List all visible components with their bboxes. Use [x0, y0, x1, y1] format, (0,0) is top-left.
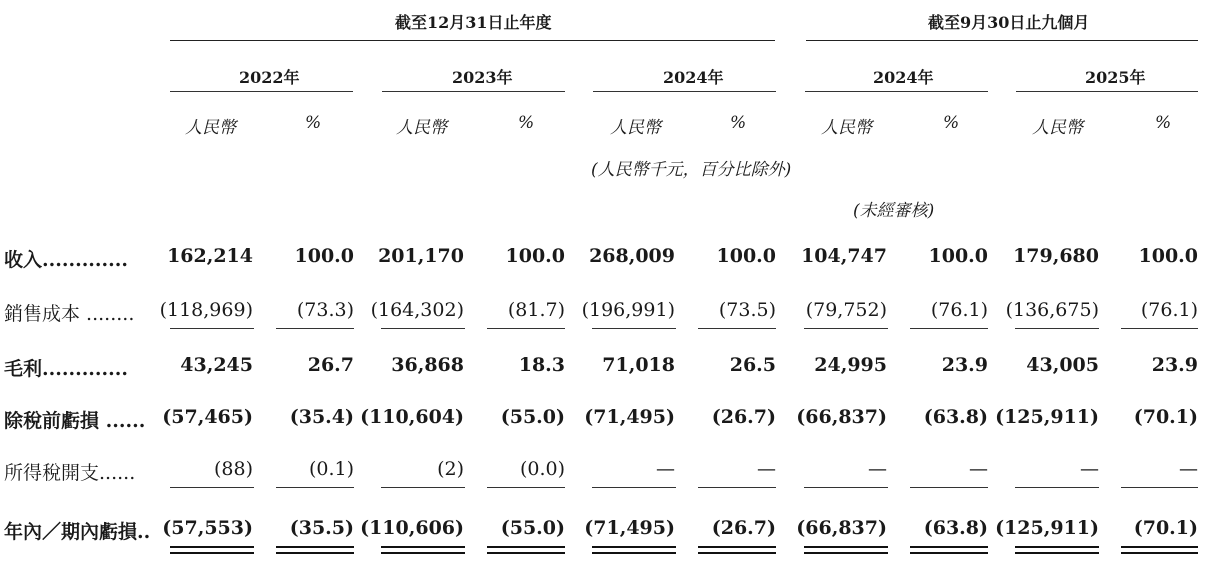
table-cell: (125,911): [995, 517, 1099, 539]
table-cell: 201,170: [378, 245, 464, 267]
row-label-revenue: 收入.............: [4, 249, 128, 271]
table-cell: (26.7): [711, 517, 776, 539]
unaudited-note: (未經審核): [853, 201, 935, 221]
table-cell: (70.1): [1133, 517, 1198, 539]
subtotal-rule: [381, 328, 465, 329]
subtotal-rule: [1121, 487, 1198, 488]
year-header-2025-interim: 2025年: [1085, 68, 1146, 87]
total-double-rule: [381, 546, 465, 554]
table-cell: (0.1): [308, 458, 354, 480]
table-cell: (55.0): [500, 517, 565, 539]
subtotal-rule: [276, 487, 354, 488]
group-header-annual: 截至12月31日止年度: [395, 13, 552, 32]
table-cell: (196,991): [581, 299, 675, 321]
row-label-cost-of-sales: 銷售成本 ........: [4, 303, 135, 325]
table-cell: (66,837): [796, 406, 887, 428]
table-cell: (164,302): [370, 299, 464, 321]
unit-pct: %: [518, 113, 535, 133]
table-cell: 71,018: [602, 354, 675, 376]
subtotal-rule: [381, 487, 465, 488]
table-cell: 23.9: [941, 354, 988, 376]
table-cell: (55.0): [500, 406, 565, 428]
unit-rmb: 人民幣: [821, 118, 872, 138]
year-header-2024: 2024年: [663, 68, 724, 87]
subtotal-rule: [804, 487, 888, 488]
year-rule: [170, 91, 353, 92]
table-cell: —: [1080, 458, 1099, 480]
unit-pct: %: [730, 113, 747, 133]
group-rule-annual: [170, 40, 775, 41]
subtotal-rule: [1015, 328, 1099, 329]
table-cell: 100.0: [716, 245, 776, 267]
currency-note: (人民幣千元，百分比除外): [591, 160, 792, 180]
unit-rmb: 人民幣: [396, 118, 447, 138]
year-header-2022: 2022年: [239, 68, 300, 87]
table-cell: 36,868: [391, 354, 464, 376]
total-double-rule: [276, 546, 354, 554]
total-double-rule: [1121, 546, 1198, 554]
total-double-rule: [910, 546, 988, 554]
subtotal-rule: [910, 328, 988, 329]
unit-pct: %: [1155, 113, 1172, 133]
table-cell: 18.3: [518, 354, 565, 376]
table-cell: (0.0): [519, 458, 565, 480]
subtotal-rule: [487, 487, 565, 488]
subtotal-rule: [804, 328, 888, 329]
row-label-gross-profit: 毛利.............: [4, 358, 128, 380]
table-cell: (118,969): [159, 299, 253, 321]
table-cell: 179,680: [1013, 245, 1099, 267]
year-rule: [1016, 91, 1198, 92]
table-cell: (26.7): [711, 406, 776, 428]
table-cell: (57,465): [162, 406, 253, 428]
total-double-rule: [1015, 546, 1099, 554]
row-label-income-tax: 所得稅開支......: [4, 462, 136, 484]
group-header-nine-months: 截至9月30日止九個月: [928, 13, 1090, 32]
table-cell: (81.7): [507, 299, 565, 321]
table-cell: 162,214: [167, 245, 253, 267]
subtotal-rule: [1015, 487, 1099, 488]
table-cell: —: [868, 458, 887, 480]
table-cell: —: [656, 458, 675, 480]
table-cell: (110,606): [360, 517, 464, 539]
table-cell: (76.1): [930, 299, 988, 321]
table-cell: 43,005: [1026, 354, 1099, 376]
table-cell: —: [757, 458, 776, 480]
table-cell: 100.0: [505, 245, 565, 267]
table-cell: (76.1): [1140, 299, 1198, 321]
unit-pct: %: [305, 113, 322, 133]
year-header-2023: 2023年: [452, 68, 513, 87]
table-cell: 100.0: [1138, 245, 1198, 267]
table-cell: 26.5: [729, 354, 776, 376]
table-cell: 23.9: [1151, 354, 1198, 376]
subtotal-rule: [698, 328, 776, 329]
table-cell: (79,752): [805, 299, 887, 321]
total-double-rule: [698, 546, 776, 554]
subtotal-rule: [910, 487, 988, 488]
table-cell: (71,495): [584, 517, 675, 539]
unit-rmb: 人民幣: [185, 118, 236, 138]
total-double-rule: [592, 546, 676, 554]
table-cell: (57,553): [162, 517, 253, 539]
total-double-rule: [487, 546, 565, 554]
table-cell: (63.8): [923, 517, 988, 539]
table-cell: (110,604): [360, 406, 464, 428]
table-cell: (71,495): [584, 406, 675, 428]
table-cell: (66,837): [796, 517, 887, 539]
subtotal-rule: [1121, 328, 1198, 329]
unit-pct: %: [943, 113, 960, 133]
subtotal-rule: [487, 328, 565, 329]
table-cell: (73.3): [296, 299, 354, 321]
table-cell: —: [969, 458, 988, 480]
table-cell: —: [1179, 458, 1198, 480]
subtotal-rule: [276, 328, 354, 329]
table-cell: 100.0: [294, 245, 354, 267]
subtotal-rule: [592, 487, 676, 488]
table-cell: (136,675): [1005, 299, 1099, 321]
table-cell: 24,995: [814, 354, 887, 376]
row-label-loss-before-tax: 除稅前虧損 ......: [4, 410, 146, 432]
total-double-rule: [804, 546, 888, 554]
subtotal-rule: [170, 328, 254, 329]
table-cell: 43,245: [180, 354, 253, 376]
year-header-2024-interim: 2024年: [873, 68, 934, 87]
table-cell: (73.5): [718, 299, 776, 321]
table-cell: 100.0: [928, 245, 988, 267]
table-cell: (63.8): [923, 406, 988, 428]
row-label-loss-for-period: 年內／期內虧損..: [4, 521, 151, 543]
table-cell: (70.1): [1133, 406, 1198, 428]
table-cell: (35.5): [289, 517, 354, 539]
table-cell: 268,009: [589, 245, 675, 267]
total-double-rule: [170, 546, 254, 554]
table-cell: 26.7: [307, 354, 354, 376]
year-rule: [382, 91, 565, 92]
table-cell: (2): [437, 458, 464, 480]
subtotal-rule: [170, 487, 254, 488]
subtotal-rule: [698, 487, 776, 488]
subtotal-rule: [592, 328, 676, 329]
unit-rmb: 人民幣: [1032, 118, 1083, 138]
unit-rmb: 人民幣: [610, 118, 661, 138]
table-cell: (88): [213, 458, 253, 480]
year-rule: [805, 91, 988, 92]
year-rule: [593, 91, 776, 92]
table-cell: (125,911): [995, 406, 1099, 428]
table-cell: (35.4): [289, 406, 354, 428]
group-rule-nine-months: [806, 40, 1198, 41]
table-cell: 104,747: [801, 245, 887, 267]
